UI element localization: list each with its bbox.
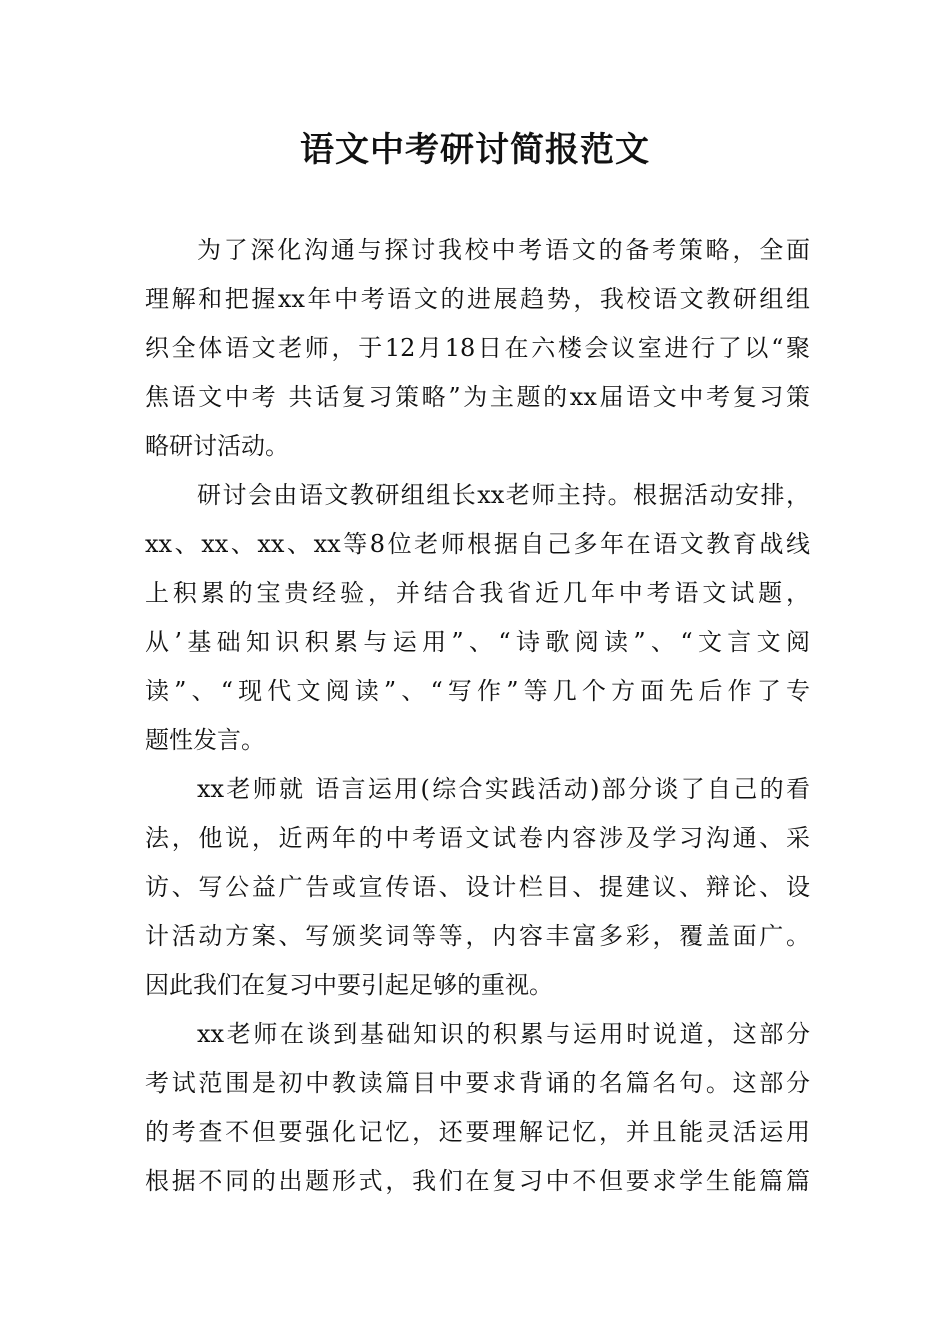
text-line: 根据不同的出题形式，我们在复习中不但要求学生能篇篇 [145,1167,810,1195]
text-line: 法，他说，近两年的中考语文试卷内容涉及学习沟通、采 [145,824,810,852]
text-line: 研讨会由语文教研组组长xx老师主持。根据活动安排， [197,481,810,509]
text-line: 略研讨活动。 [145,432,289,460]
text-line: xx、xx、xx、xx等8位老师根据自己多年在语文教育战线 [145,530,810,558]
document-title: 语文中考研讨简报范文 [300,130,650,170]
text-line: xx老师在谈到基础知识的积累与运用时说道，这部分 [197,1020,810,1048]
text-line: 题性发言。 [145,726,265,754]
text-line: 上积累的宝贵经验，并结合我省近几年中考语文试题， [145,579,810,607]
text-line: 考试范围是初中教读篇目中要求背诵的名篇名句。这部分 [145,1069,810,1097]
text-line: 的考查不但要强化记忆，还要理解记忆，并且能灵活运用 [145,1118,810,1146]
text-line: 访、写公益广告或宣传语、设计栏目、提建议、辩论、设 [145,873,810,901]
text-line: 为了深化沟通与探讨我校中考语文的备考策略，全面 [197,236,810,264]
text-line: 因此我们在复习中要引起足够的重视。 [145,971,553,999]
document-body [145,226,810,1206]
text-line: 读”、“现代文阅读”、“写作”等几个方面先后作了专 [145,677,810,705]
text-line: 计活动方案、写颁奖词等等，内容丰富多彩，覆盖面广。 [145,922,810,950]
text-line: 焦语文中考 共话复习策略”为主题的xx届语文中考复习策 [145,383,810,411]
text-line: 理解和把握xx年中考语文的进展趋势，我校语文教研组组 [145,285,810,313]
text-line: 从’基础知识积累与运用”、“诗歌阅读”、“文言文阅 [145,628,810,656]
text-line: 织全体语文老师，于12月18日在六楼会议室进行了以“聚 [145,334,810,362]
text-line: xx老师就 语言运用(综合实践活动)部分谈了自己的看 [197,775,810,803]
